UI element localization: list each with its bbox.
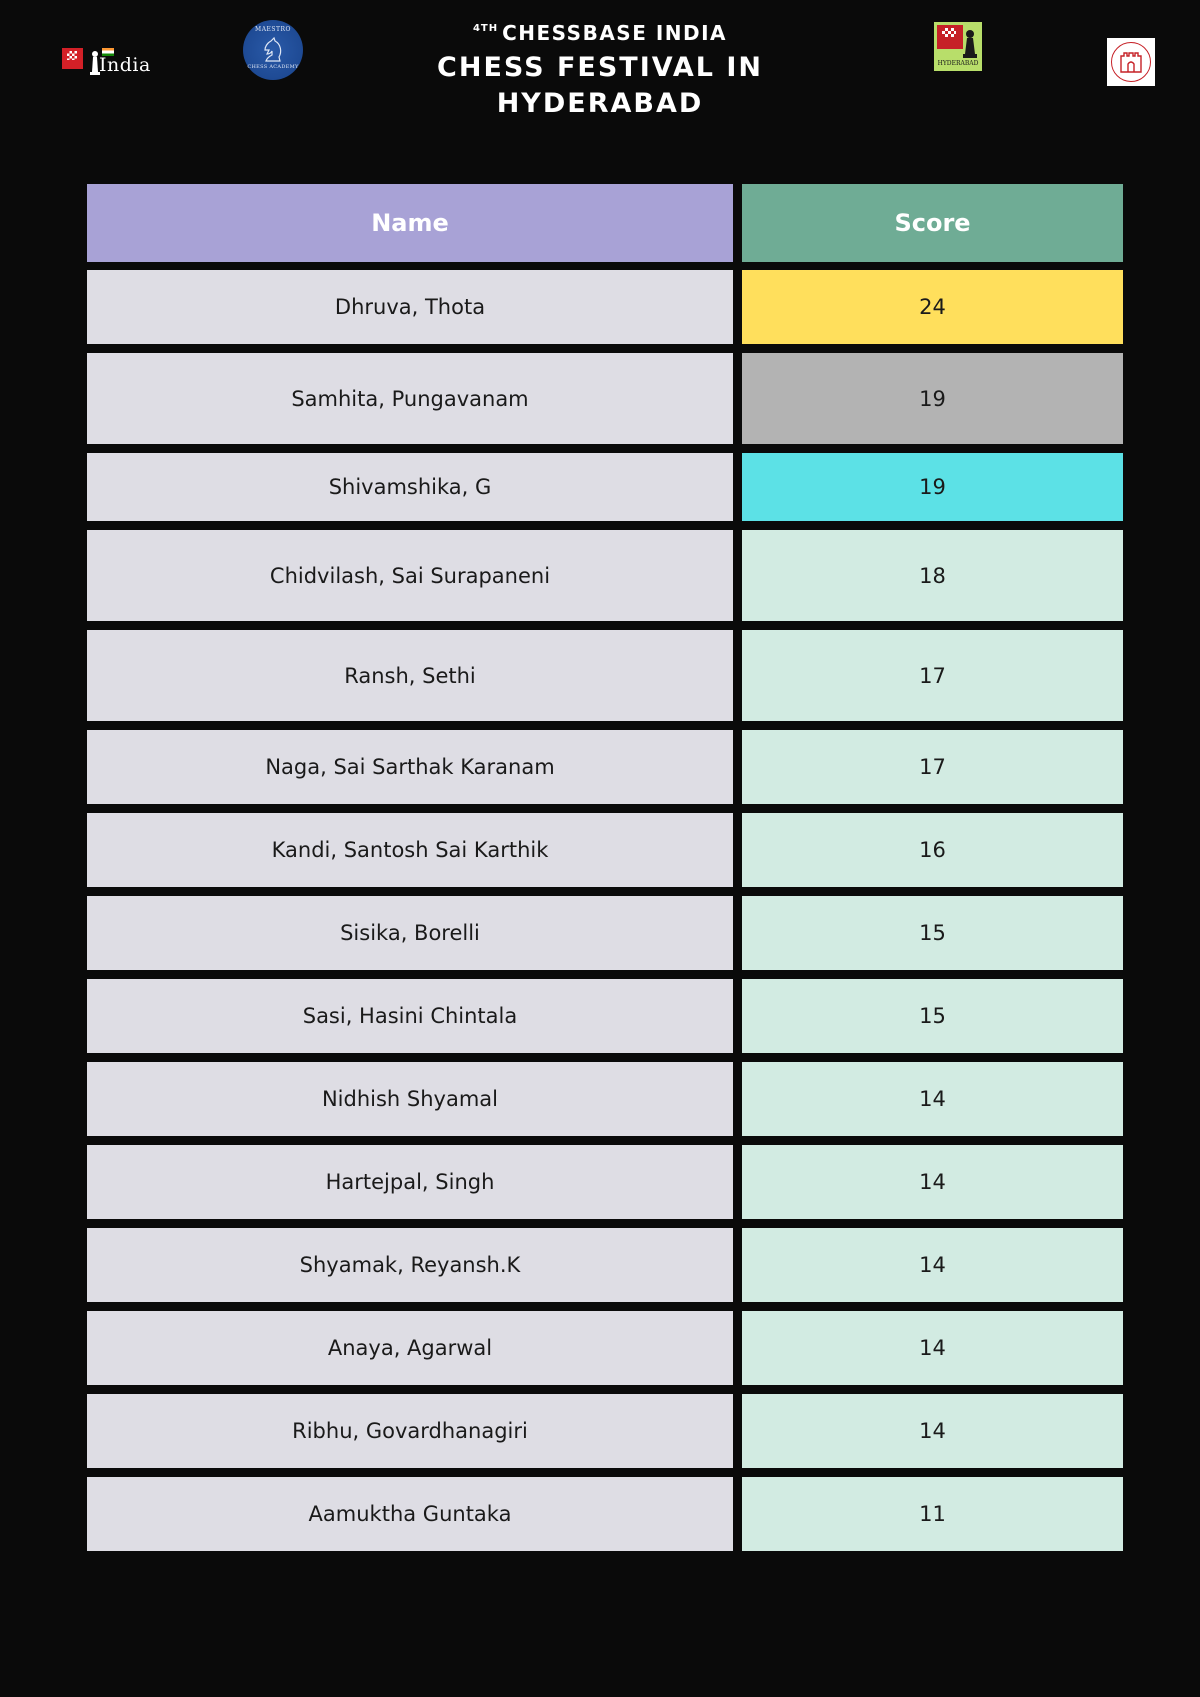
table-row bbox=[87, 813, 1123, 887]
player-score: 11 bbox=[742, 1477, 1123, 1551]
player-name: Ribhu, Govardhanagiri bbox=[87, 1394, 733, 1468]
column-header-name: Name bbox=[87, 184, 733, 262]
player-score: 15 bbox=[742, 979, 1123, 1053]
table-row bbox=[87, 530, 1123, 621]
player-score: 14 bbox=[742, 1311, 1123, 1385]
knight-icon bbox=[260, 35, 286, 63]
player-score: 24 bbox=[742, 270, 1123, 344]
table-row bbox=[87, 1477, 1123, 1551]
india-wordmark: India bbox=[99, 54, 151, 76]
event-title bbox=[350, 18, 850, 119]
player-name: Naga, Sai Sarthak Karanam bbox=[87, 730, 733, 804]
chessbase-india-logo bbox=[62, 46, 152, 80]
table-row bbox=[87, 730, 1123, 804]
table-row bbox=[87, 453, 1123, 521]
player-name: Shivamshika, G bbox=[87, 453, 733, 521]
table-row bbox=[87, 270, 1123, 344]
player-score: 19 bbox=[742, 453, 1123, 521]
player-score: 14 bbox=[742, 1062, 1123, 1136]
table-row bbox=[87, 979, 1123, 1053]
column-header-score: Score bbox=[742, 184, 1123, 262]
table-row bbox=[87, 1062, 1123, 1136]
player-score: 15 bbox=[742, 896, 1123, 970]
player-name: Samhita, Pungavanam bbox=[87, 353, 733, 444]
player-name: Anaya, Agarwal bbox=[87, 1311, 733, 1385]
chess-academy-label: CHESS ACADEMY bbox=[247, 64, 299, 70]
player-name: Kandi, Santosh Sai Karthik bbox=[87, 813, 733, 887]
chessbase-box-icon bbox=[937, 25, 963, 49]
maestro-label: MAESTRO bbox=[255, 26, 291, 33]
event-organizer: CHESSBASE INDIA bbox=[502, 21, 728, 45]
table-row bbox=[87, 1394, 1123, 1468]
maestro-chess-academy-logo bbox=[243, 20, 303, 80]
player-name: Nidhish Shyamal bbox=[87, 1062, 733, 1136]
player-name: Aamuktha Guntaka bbox=[87, 1477, 733, 1551]
fort-icon bbox=[1117, 48, 1145, 76]
player-name: Hartejpal, Singh bbox=[87, 1145, 733, 1219]
player-name: Sasi, Hasini Chintala bbox=[87, 979, 733, 1053]
player-name: Chidvilash, Sai Surapaneni bbox=[87, 530, 733, 621]
player-name: Shyamak, Reyansh.K bbox=[87, 1228, 733, 1302]
event-title-line1 bbox=[350, 18, 850, 48]
player-score: 14 bbox=[742, 1394, 1123, 1468]
player-score: 14 bbox=[742, 1228, 1123, 1302]
page-header bbox=[0, 0, 1200, 130]
chessbase-hyderabad-logo bbox=[934, 22, 982, 71]
table-row bbox=[87, 896, 1123, 970]
table-row bbox=[87, 1311, 1123, 1385]
table-row bbox=[87, 353, 1123, 444]
fort-emblem-logo bbox=[1107, 38, 1155, 86]
hyderabad-label: HYDERABAD bbox=[937, 60, 979, 67]
player-score: 17 bbox=[742, 630, 1123, 721]
player-name: Ransh, Sethi bbox=[87, 630, 733, 721]
table-row bbox=[87, 1228, 1123, 1302]
player-name: Sisika, Borelli bbox=[87, 896, 733, 970]
player-score: 16 bbox=[742, 813, 1123, 887]
player-score: 18 bbox=[742, 530, 1123, 621]
table-row bbox=[87, 1145, 1123, 1219]
chess-pawn-icon bbox=[963, 28, 977, 58]
player-name: Dhruva, Thota bbox=[87, 270, 733, 344]
chessbase-box-icon bbox=[62, 48, 83, 69]
player-score: 19 bbox=[742, 353, 1123, 444]
table-row bbox=[87, 630, 1123, 721]
event-title-line2: CHESS FESTIVAL IN HYDERABAD bbox=[437, 52, 763, 119]
player-score: 14 bbox=[742, 1145, 1123, 1219]
edition-ordinal: 4TH bbox=[472, 23, 499, 34]
player-score: 17 bbox=[742, 730, 1123, 804]
